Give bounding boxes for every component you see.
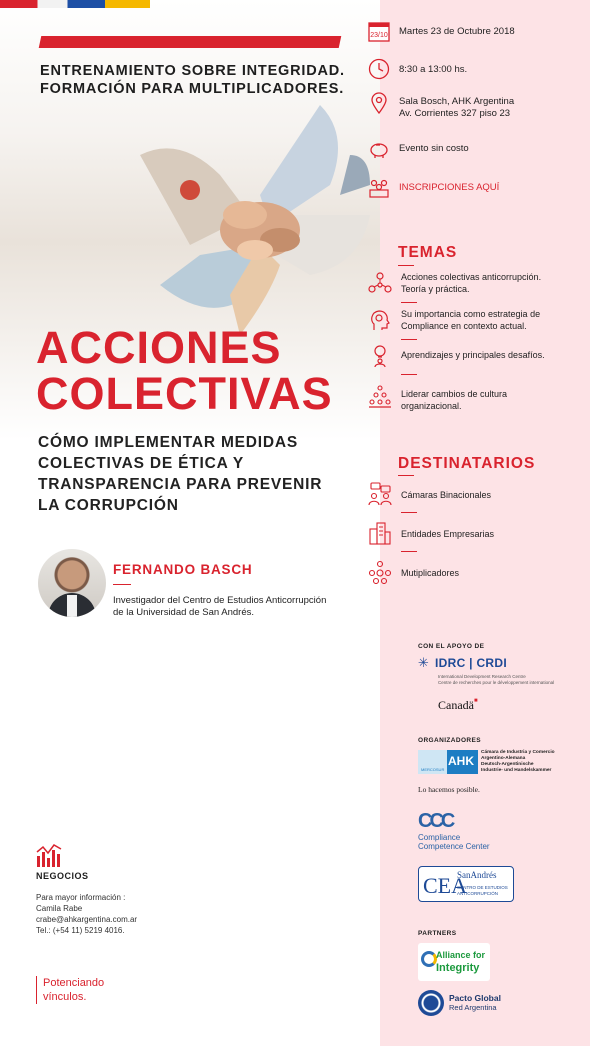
idrc-logo (418, 656, 507, 670)
main-title-line: COLECTIVAS (36, 368, 333, 419)
pacto-sub: Red Argentina (449, 1003, 497, 1012)
tema-item (368, 308, 540, 332)
chat-people-icon (368, 482, 392, 506)
destinatario-item (368, 482, 491, 506)
ahk-tagline: Lo hacemos posible. (418, 785, 480, 794)
destinatario-separator (401, 512, 417, 513)
cea-logo (418, 866, 514, 902)
training-subtitle-line: FORMACIÓN PARA MULTIPLICADORES. (40, 81, 345, 97)
tagline-bar (36, 976, 37, 1004)
canada-wordmark (438, 698, 478, 713)
red-brush-stripe (39, 36, 342, 48)
tema-separator (401, 374, 417, 375)
temas-divider (398, 265, 414, 266)
event-time: 8:30 a 13:00 hs. (399, 64, 468, 75)
ahk-desc-line: Deutsch-Argentinische (481, 762, 534, 767)
registration-link[interactable]: INSCRIPCIONES AQUÍ (399, 182, 500, 193)
idrc-subtitle (438, 674, 554, 686)
ahk-mercosur: MERCOSUR (421, 767, 445, 772)
speaker-avatar (38, 549, 106, 617)
contact-email-link[interactable]: crabe@ahkargentina.com.ar (36, 915, 138, 924)
ahk-desc-line: Argentino-Alemana (481, 756, 526, 762)
organizers-label: ORGANIZADORES (418, 737, 481, 744)
registration-row[interactable] (368, 177, 499, 199)
cea-subtitle-line: CENTRO DE ESTUDIOS (457, 885, 508, 890)
speaker-bio-line: de la Universidad de San Andrés. (113, 607, 255, 618)
destinatario-item (368, 560, 459, 584)
tema-item (368, 344, 545, 368)
event-date-row (368, 20, 515, 42)
lead-line: COLECTIVAS DE ÉTICA Y (38, 455, 244, 472)
tagline-line: Potenciando (43, 977, 105, 989)
main-title (36, 322, 333, 419)
idrc-name: IDRC | CRDI (435, 656, 507, 670)
tema-line: Acciones colectivas anticorrupción. (401, 272, 542, 282)
calendar-icon-text: 23/10 (370, 32, 388, 39)
temas-title: TEMAS (398, 244, 458, 261)
speaker-name: FERNANDO BASCH (113, 562, 253, 577)
support-label: CON EL APOYO DE (418, 643, 485, 650)
event-time-row (368, 58, 467, 80)
event-venue-row (368, 92, 514, 120)
event-venue-line: Av. Corrientes 327 piso 23 (399, 108, 511, 119)
network-people-icon (368, 271, 392, 295)
ccc-mark: CCC (418, 810, 453, 832)
speaker-bio (113, 595, 375, 619)
tema-separator (401, 302, 417, 303)
lead-line: TRANSPARENCIA PARA PREVENIR (38, 476, 323, 493)
alliance-ring-icon (421, 951, 437, 967)
tagline (43, 976, 104, 1004)
stacked-hands-image (120, 95, 380, 345)
alliance-line: Alliance for (436, 950, 486, 960)
lead-line: LA CORRUPCIÓN (38, 497, 179, 514)
bar-chart-icon (36, 842, 62, 868)
tagline-line: vínculos. (43, 991, 87, 1003)
canada-text: Canadä (438, 698, 474, 712)
ahk-description (481, 750, 555, 773)
ahk-desc-line: Industrie- und Handelskammer (481, 767, 552, 773)
tema-line: organizacional. (401, 401, 462, 411)
destinatarios-title: DESTINATARIOS (398, 455, 536, 472)
tema-line: Su importancia como estrategia de (401, 309, 541, 319)
ccc-logo (418, 810, 490, 851)
idrc-star-icon: ✳ (418, 655, 429, 670)
contact-line: Para mayor información : (36, 893, 126, 902)
training-subtitle (40, 62, 370, 98)
partners-label: PARTNERS (418, 930, 457, 937)
people-group-icon (368, 177, 390, 199)
ccc-name (418, 833, 490, 851)
tema-separator (401, 339, 417, 340)
destinatario-label: Cámaras Binacionales (401, 490, 492, 500)
tema-item (368, 271, 541, 295)
tema-line: Liderar cambios de cultura (401, 389, 508, 399)
ahk-desc-line: Cámara de Industria y Comercio (481, 750, 555, 756)
ahk-logo (418, 750, 555, 774)
flag-strip (0, 0, 150, 8)
event-cost: Evento sin costo (399, 143, 469, 154)
training-subtitle-line: ENTRENAMIENTO SOBRE INTEGRIDAD. (40, 63, 345, 79)
destinatario-item (368, 521, 494, 545)
head-gears-icon (368, 308, 392, 332)
main-title-line: ACCIONES (36, 322, 282, 373)
destinatario-separator (401, 551, 417, 552)
speaker-divider (113, 584, 131, 585)
alliance-line: Integrity (436, 962, 480, 974)
speaker-bio-line: Investigador del Centro de Estudios Anticorrupción (113, 595, 327, 606)
lead-heading (38, 432, 368, 516)
ccc-name-line: Competence Center (418, 842, 490, 851)
calendar-icon (368, 20, 390, 42)
lightbulb-person-icon (368, 344, 392, 368)
speaker-shirt (67, 595, 77, 617)
pacto-name: Pacto Global (449, 993, 501, 1003)
alliance-for-integrity-logo (418, 943, 490, 981)
tema-line: Aprendizajes y principales desafíos. (401, 350, 545, 360)
connected-people-icon (368, 560, 392, 584)
ahk-mark: AHK (448, 754, 474, 768)
destinatarios-divider (398, 475, 414, 476)
negocios-brand: NEGOCIOS (36, 871, 89, 881)
contact-info (36, 892, 137, 936)
idrc-subtitle-line: International Development Research Centre (438, 674, 526, 679)
contact-name: Camila Rabe (36, 904, 83, 913)
destinatario-label: Entidades Empresarias (401, 529, 495, 539)
pacto-global-logo (418, 990, 501, 1016)
idrc-subtitle-line: Centre de recherches pour le développement international (438, 680, 555, 685)
event-venue-line: Sala Bosch, AHK Argentina (399, 96, 515, 107)
maple-flag-icon: ■ (473, 698, 478, 704)
event-date: Martes 23 de Octubre 2018 (399, 26, 515, 37)
cea-subtitle-line: ANTICORRUPCIÓN (457, 890, 499, 896)
pyramid-people-icon (368, 385, 392, 409)
cea-udesa: SanAndrés (457, 870, 497, 880)
clock-icon (368, 58, 390, 80)
ccc-name-line: Compliance (418, 833, 461, 842)
event-cost-row (368, 138, 469, 160)
tema-line: Compliance en contexto actual. (401, 321, 527, 331)
location-pin-icon (368, 92, 390, 114)
destinatario-label: Mutiplicadores (401, 568, 460, 578)
buildings-icon (368, 521, 392, 545)
contact-phone: Tel.: (+54 11) 5219 4016. (36, 926, 125, 935)
pacto-name-block (449, 993, 501, 1013)
un-globe-icon (418, 990, 444, 1016)
piggy-bank-icon (368, 138, 390, 160)
tema-line: Teoría y práctica. (401, 284, 470, 294)
cea-mark: CEA (423, 873, 467, 898)
cea-subtitle (457, 885, 508, 896)
tema-item (368, 385, 507, 412)
ahk-mark-box (418, 750, 478, 774)
lead-line: CÓMO IMPLEMENTAR MEDIDAS (38, 434, 299, 451)
